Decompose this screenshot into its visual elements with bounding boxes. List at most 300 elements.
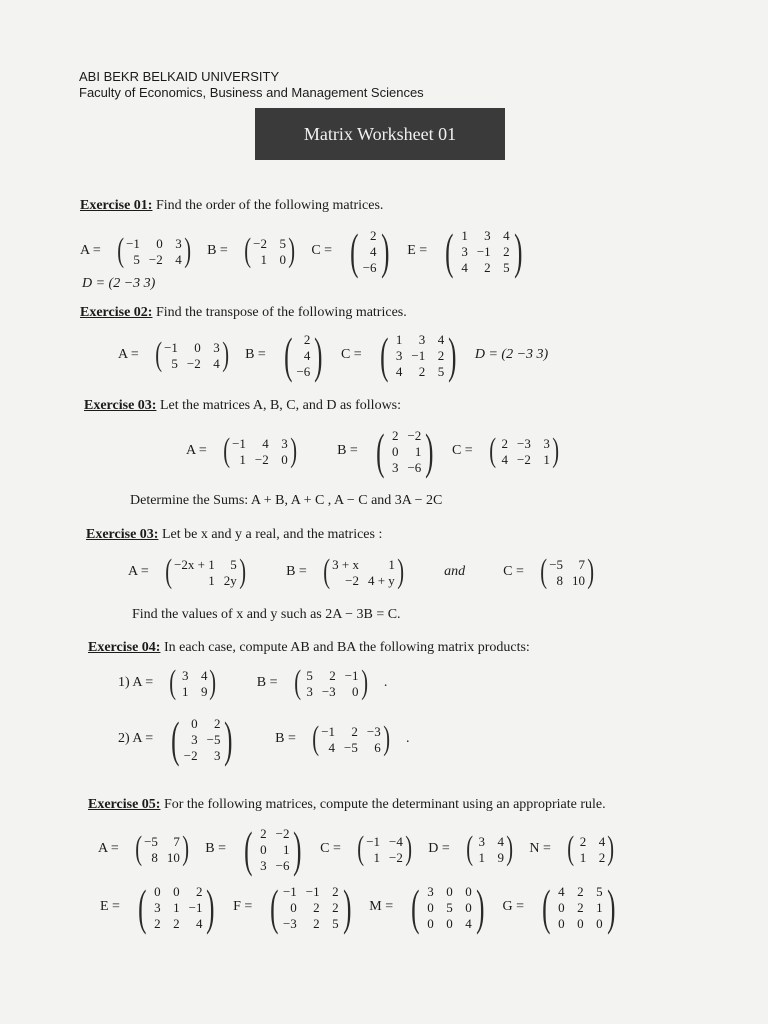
matrix-cell: 0 [281,451,288,467]
matrix-cell: 1 [395,331,403,347]
right-paren: ) [290,432,297,469]
matrix-cell: −1 [164,339,178,355]
matrix-cell: 4 [461,259,468,275]
sums-instruction: Determine the Sums: A + B, A + C , A − C and 3A − 2C [130,493,443,508]
matrix-cell: 2 [437,347,445,363]
matrix [464,832,516,866]
exercise-instruction: Find the order of the following matrices. [152,198,384,213]
matrix-d-row: D = (2 −3 3) [474,347,549,362]
right-paren: ) [222,336,229,373]
matrix-cell: 1 [461,227,468,243]
matrix-cell: 1 [373,849,381,865]
matrix [538,879,619,935]
matrix-cell: 8 [556,572,564,588]
matrix-cell: 4 [497,833,505,849]
matrix-cell: 2 [579,833,587,849]
matrix-cell: −1 [188,899,203,915]
left-paren: ( [223,432,230,469]
left-paren: ( [169,664,177,701]
matrix-cell: 2 [329,667,336,683]
matrix-cell: 3 [478,833,486,849]
exercise-03b-heading [86,527,382,543]
exercise-label: Exercise 02: [80,305,153,320]
matrix-cell: −1 [321,723,336,739]
right-paren: ) [380,223,390,279]
matrix-grid [178,668,207,699]
matrix-cell: 3 [154,899,161,915]
matrix-cell: 0 [446,883,453,899]
right-paren: ) [288,232,296,269]
matrix-cell: 5 [596,883,603,899]
matrix [355,832,414,866]
matrix-cell: 5 [133,251,140,267]
find-instruction: Find the values of x and y such as 2A − 3B = C. [132,607,401,622]
right-paren: ) [606,879,616,935]
left-paren: ( [293,664,301,701]
matrix-cell: 3 [213,747,221,763]
matrix-cell: 0 [191,715,198,731]
right-paren: ) [182,830,189,867]
left-paren: ( [155,336,162,373]
left-paren: ( [350,223,359,279]
matrix-cell: 3 [181,667,189,683]
matrix-cell: 2 [213,715,221,731]
matrix-cell: 0 [391,443,399,459]
matrix-cell: 4 [501,451,509,467]
matrix-cell: 4 [303,347,311,363]
matrix-label: C = [503,564,524,579]
matrix-cell: 3 [427,883,434,899]
matrix-label: B = [286,564,307,579]
exercise-instruction: Let be x and y a real, and the matrices : [158,527,383,542]
right-paren: ) [506,830,514,867]
left-paren: ( [138,879,147,935]
matrix-label: C = [320,841,341,856]
worksheet-title-text: Matrix Worksheet 01 [303,123,457,144]
exercise-02-heading [80,305,407,321]
right-paren: ) [314,327,323,383]
matrix-cell: 2 [391,427,399,443]
matrix [565,832,617,866]
exercise-04-case-2 [118,711,410,767]
matrix-cell: 3 [391,459,399,475]
matrix-grid [458,228,510,275]
matrix-cell: 0 [558,915,565,931]
matrix-grid [144,834,180,865]
matrix-cell: 1 [208,572,215,588]
matrix [292,666,370,700]
matrix-cell: 1 [282,841,290,857]
matrix-cell: 1 [579,849,587,865]
left-paren: ( [244,232,251,269]
matrix [167,711,237,767]
left-paren: ( [171,711,180,767]
matrix-cell: 4 [328,739,336,755]
matrix-cell: 5 [446,899,453,915]
matrix-label: D = [428,841,450,856]
matrix-cell: −2 [407,427,422,443]
right-paren: ) [587,553,595,590]
matrix-grid [549,557,585,588]
matrix-cell: 10 [572,572,586,588]
matrix-cell: 1 [388,556,395,572]
matrix-cell: 4 + y [367,572,395,588]
matrix-cell: 2 [260,825,267,841]
matrix-grid [253,236,286,267]
matrix-cell: −1 [126,235,140,251]
left-paren: ( [117,232,124,269]
matrix-cell: 2 [195,883,203,899]
matrix-cell: 4 [200,667,208,683]
matrix-cell: −2 [253,235,267,251]
matrix-grid [555,884,603,931]
right-paren: ) [607,830,615,867]
matrix-cell: 7 [578,556,586,572]
exercise-04-heading [88,640,530,656]
matrix-d-row: D = (2 −3 3) [82,276,156,291]
matrix-label: A = [80,243,101,258]
right-paren: ) [448,327,457,383]
matrix [266,879,355,935]
exercise-02-matrices [118,327,549,383]
matrix-cell: 0 [446,915,453,931]
left-paren: ( [165,553,172,590]
matrix-cell: 0 [279,251,286,267]
matrix-cell: 10 [166,849,180,865]
and-word: and [444,564,466,579]
left-paren: ( [357,830,364,867]
matrix-grid [184,716,221,763]
matrix-cell: 0 [558,899,565,915]
matrix-label: C = [311,243,333,258]
matrix-cell: −2 [254,451,269,467]
matrix-cell: 2 [332,883,339,899]
matrix-cell: −5 [144,833,158,849]
matrix-cell: −6 [275,857,290,873]
matrix-cell: 1 [260,251,267,267]
matrix-cell: −2x + 1 [174,556,215,572]
matrix-cell: 2 [598,849,606,865]
right-paren: ) [552,432,559,469]
matrix-cell: 0 [465,899,472,915]
matrix [134,879,219,935]
matrix-cell: 7 [173,833,180,849]
matrix [167,666,219,700]
matrix-cell: 4 [395,363,403,379]
matrix-cell: 4 [598,833,606,849]
matrix [310,722,392,756]
case-label: 1) A = [118,675,154,690]
matrix-label: B = [205,841,226,856]
matrix-cell: 3 [213,339,220,355]
matrix-grid [174,557,237,588]
matrix-cell: 3 [418,331,426,347]
matrix-cell: 2 [332,899,339,915]
left-paren: ( [488,432,496,469]
matrix-cell: 0 [173,883,180,899]
right-paren: ) [425,423,434,479]
matrix-cell: 3 [175,235,182,251]
matrix-label: A = [128,564,149,579]
matrix-cell: 5 [171,355,178,371]
matrix-cell: 1 [543,451,550,467]
right-paren: ) [184,232,191,269]
left-paren: ( [567,830,574,867]
exercise-instruction: Find the transpose of the following matrices. [152,305,407,320]
matrix-grid [296,332,310,379]
matrix-label: A = [186,443,207,458]
matrix-cell: 5 [306,667,313,683]
matrix-cell: 2 [503,243,510,259]
matrix [221,434,299,468]
matrix-grid [232,436,288,467]
matrix-grid [388,428,421,475]
matrix-cell: 2 [484,259,491,275]
matrix-cell: 3 [306,683,313,699]
matrix-cell: 1 [478,849,486,865]
matrix [153,338,231,372]
matrix-cell: 3 [543,435,550,451]
matrix [115,234,193,268]
matrix-grid [424,884,472,931]
period: . [406,731,410,746]
matrix-label: A = [98,841,119,856]
matrix-cell: 4 [213,355,220,371]
matrix-cell: 5 [437,363,445,379]
exercise-instruction: In each case, compute AB and BA the following matrix products: [160,640,530,655]
matrix [538,555,597,589]
matrix-cell: 5 [503,259,510,275]
matrix-cell: −3 [321,683,336,699]
matrix-cell: −2 [148,251,163,267]
matrix-cell: −6 [362,259,377,275]
matrix-grid [164,340,220,371]
matrix-cell: −3 [366,723,381,739]
matrix-grid [498,436,550,467]
matrix-cell: 2 [370,227,377,243]
matrix-cell: 0 [427,899,434,915]
exercise-instruction: Let the matrices A, B, C, and D as follows: [156,398,402,413]
matrix-cell: −6 [407,459,422,475]
matrix-cell: −1 [232,435,246,451]
matrix-cell: 1 [239,451,246,467]
matrix [407,879,488,935]
matrix-cell: 2y [223,572,237,588]
matrix-cell: 2 [313,915,320,931]
matrix [372,423,438,479]
matrix [280,327,327,383]
matrix [133,832,192,866]
matrix-label: E = [100,899,120,914]
left-paren: ( [312,720,319,757]
matrix-grid [576,834,605,865]
matrix [240,821,306,877]
exercise-instruction: For the following matrices, compute the determinant using an appropriate rule. [160,797,606,812]
matrix-label: B = [207,243,228,258]
matrix-cell: 1 [181,683,189,699]
matrix-cell: 3 [484,227,491,243]
matrix-cell: 2 [154,915,161,931]
exercise-03-matrices [186,423,561,479]
right-paren: ) [342,879,352,935]
right-paren: ) [382,720,390,757]
matrix-cell: −2 [186,355,201,371]
left-paren: ( [379,327,389,383]
matrix-cell: −1 [366,833,381,849]
matrix-cell: 5 [230,556,237,572]
matrix-cell: 0 [290,899,297,915]
exercise-03b-matrices [128,555,596,589]
matrix-label: B = [337,443,358,458]
matrix-cell: 3 [395,347,403,363]
matrix-cell: 0 [260,841,267,857]
case-label: 2) A = [118,731,154,746]
matrix-label: M = [369,899,394,914]
matrix-cell: −6 [296,363,311,379]
left-paren: ( [135,830,142,867]
matrix-cell: 3 [260,857,267,873]
right-paren: ) [397,553,404,590]
matrix-grid [303,668,359,699]
matrix-grid [321,724,381,755]
matrix-cell: 9 [200,683,208,699]
matrix-cell: 3 [191,731,198,747]
matrix-cell: 0 [352,683,359,699]
matrix-cell: 2 [351,723,358,739]
left-paren: ( [540,553,547,590]
matrix-grid [475,834,504,865]
matrix-label: G = [502,899,524,914]
matrix [242,234,298,268]
matrix-label: N = [529,841,551,856]
matrix [441,223,526,279]
matrix-grid [151,884,203,931]
matrix-cell: 5 [332,915,339,931]
matrix-cell: 0 [427,915,434,931]
matrix-cell: −3 [517,435,531,451]
exercise-label: Exercise 05: [88,797,161,812]
matrix-cell: 2 [501,435,509,451]
right-paren: ) [239,553,246,590]
left-paren: ( [270,879,279,935]
matrix-cell: 2 [577,883,584,899]
matrix-cell: 2 [313,899,320,915]
matrix-cell: −2 [183,747,198,763]
left-paren: ( [375,423,385,479]
exercise-label: Exercise 01: [80,198,153,213]
left-paren: ( [283,327,293,383]
right-paren: ) [206,879,215,935]
matrix-cell: −1 [476,243,491,259]
worksheet-title [255,108,505,160]
matrix-cell: −5 [549,556,564,572]
matrix-label: C = [451,443,473,458]
matrix-cell: 4 [437,331,445,347]
matrix-cell: 0 [194,339,201,355]
matrix-cell: −4 [389,833,403,849]
exercise-05-row-1 [98,821,617,877]
matrix-label: E = [407,243,428,258]
left-paren: ( [323,553,330,590]
exercise-04-case-1 [118,666,387,700]
matrix-cell: −5 [344,739,358,755]
matrix-label: B = [256,675,278,690]
matrix-cell: 2 [303,331,311,347]
matrix-label: B = [275,731,296,746]
matrix-cell: −2 [345,572,359,588]
right-paren: ) [475,879,485,935]
matrix-cell: 6 [374,739,381,755]
right-paren: ) [293,821,302,877]
left-paren: ( [542,879,551,935]
matrix-cell: 5 [279,235,286,251]
exercise-label: Exercise 04: [88,640,161,655]
matrix-cell: 0 [156,235,163,251]
matrix-cell: −2 [389,849,403,865]
matrix-grid [363,228,377,275]
exercise-01-heading [80,198,383,214]
matrix-cell: 0 [465,883,472,899]
matrix-cell: 0 [596,915,603,931]
exercise-label: Exercise 03: [84,398,157,413]
left-paren: ( [445,223,454,279]
exercise-label: Exercise 03: [86,527,159,542]
faculty-name: Faculty of Economics, Business and Management Sciences [79,85,424,100]
matrix-cell: 1 [414,443,422,459]
matrix-cell: −1 [305,883,320,899]
matrix-cell: −1 [411,347,426,363]
right-paren: ) [360,664,368,701]
matrix-cell: 3 [281,435,288,451]
matrix-label: F = [233,899,253,914]
matrix-label: A = [118,347,139,362]
matrix-cell: 3 + x [332,556,359,572]
matrix-cell: 0 [154,883,161,899]
exercise-01-matrices [80,223,526,279]
matrix-cell: 1 [173,899,180,915]
right-paren: ) [405,830,412,867]
right-paren: ) [224,711,233,767]
matrix-cell: 2 [577,899,584,915]
matrix-label: C = [340,347,362,362]
matrix-cell: 1 [596,899,603,915]
matrix-cell: 4 [503,227,510,243]
matrix-cell: 2 [173,915,180,931]
matrix-cell: 4 [370,243,377,259]
left-paren: ( [411,879,420,935]
matrix-cell: 2 [418,363,426,379]
matrix-cell: 9 [497,849,505,865]
period: . [383,675,388,690]
matrix [487,434,562,468]
matrix-grid [257,826,290,873]
matrix [346,223,393,279]
matrix-cell: −2 [517,451,531,467]
exercise-05-heading [88,797,606,813]
left-paren: ( [465,830,473,867]
matrix-cell: −1 [282,883,297,899]
matrix-grid [366,834,403,865]
matrix-cell: 4 [465,915,472,931]
right-paren: ) [209,664,217,701]
matrix-cell: 4 [175,251,182,267]
matrix-cell: −2 [275,825,290,841]
matrix-cell: 8 [151,849,158,865]
matrix-grid [392,332,444,379]
matrix-cell: −3 [282,915,297,931]
left-paren: ( [244,821,253,877]
matrix-grid [126,236,182,267]
